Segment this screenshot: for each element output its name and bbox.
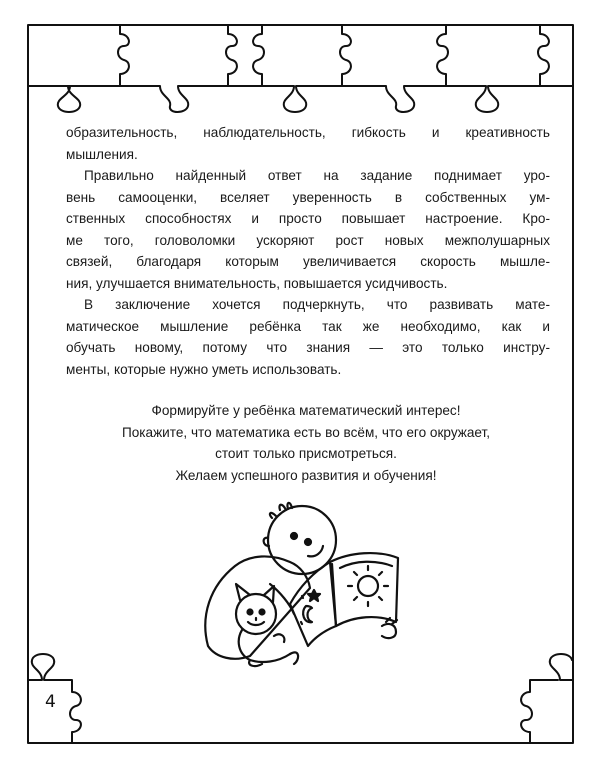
paragraph-2 (66, 165, 550, 294)
page-number: 4 (45, 692, 56, 712)
text-line: мышления. (66, 146, 138, 162)
puzzle-top-strip (28, 25, 573, 112)
text-line: В заключение хочется подчеркнуть, что развивать мате- (84, 297, 550, 312)
text-line: менты, которые нужно уметь использовать. (66, 361, 342, 377)
text-line: ния, улучшается внимательность, повышается усидчивость. (66, 275, 448, 291)
puzzle-bottom-right (521, 654, 573, 743)
closing-line: Желаем успешного развития и обучения! (175, 467, 437, 483)
closing-message (60, 400, 552, 486)
closing-line: Покажите, что математика есть во всём, что его окружает, (121, 424, 491, 440)
child-reading-book-with-cat-icon (190, 496, 430, 671)
text-line: ме того, головоломки ускоряют рост новых межполушарных (66, 232, 550, 248)
paragraph-3 (66, 294, 550, 380)
closing-line: стоит только присмотреться. (215, 446, 397, 461)
pillow-shape (205, 556, 310, 658)
text-line: матическое мышление ребёнка так же необходимо, как и (66, 318, 550, 334)
paragraph-1 (66, 122, 550, 165)
text-line: связей, благодаря которым увеличивается скорость мышле- (66, 254, 550, 269)
body-text (66, 122, 550, 380)
text-line: образительность, наблюдательность, гибкость и креативность (66, 125, 550, 140)
closing-line: Формируйте у ребёнка математический интерес! (151, 403, 461, 418)
text-line: Правильно найденный ответ на задание поднимает уро- (84, 168, 550, 183)
text-line: обучать новому, потому что знания — это только инстру- (66, 340, 550, 355)
text-line: вень самооценки, вселяет уверенность в собственных ум- (66, 189, 550, 205)
cat-head (236, 594, 276, 634)
text-line: ственных способностях и просто повышает настроение. Кро- (66, 211, 550, 226)
